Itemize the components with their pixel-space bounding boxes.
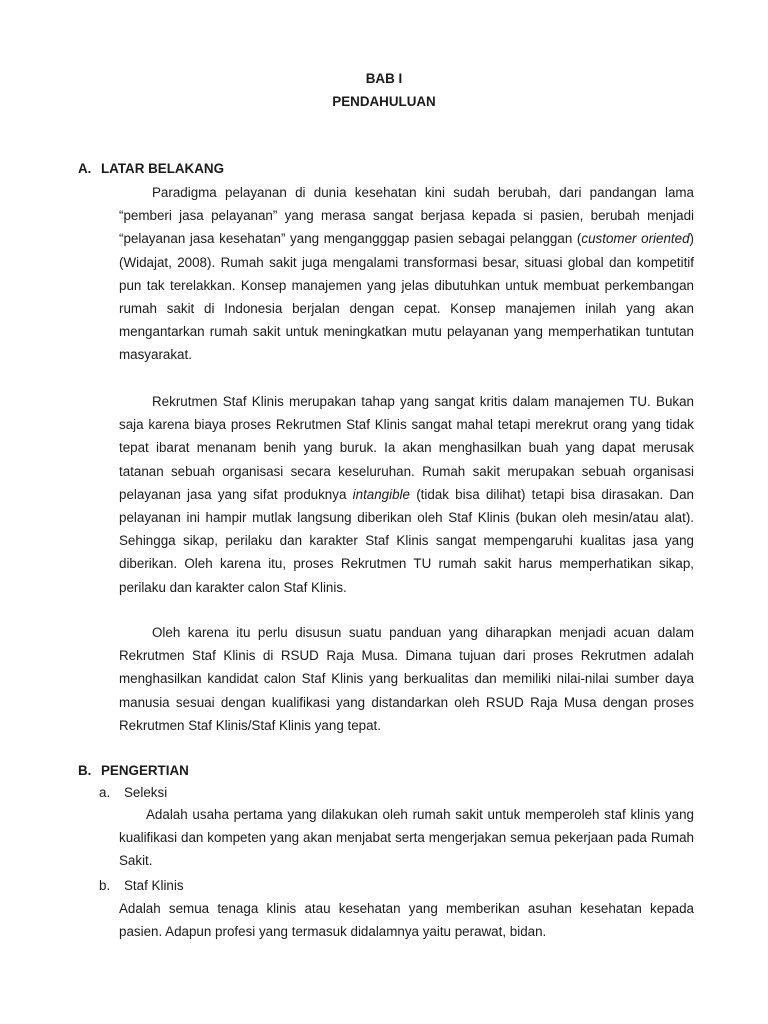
latar-belakang-paragraph-3: Oleh karena itu perlu disusun suatu panduan yang diharapkan menjadi acuan dalam Rekrutmen Staf Klinis di RSUD Raja Musa. Dimana tujuan dari proses Rekrutmen adalah menghasilkan kandidat calon Staf Klinis yang berkualitas dan memiliki nilai-nilai sumber daya manusia sesuai dengan kualifikasi yang distandarkan oleh RSUD Raja Musa dengan proses Rekrutmen Staf Klinis/Staf Klinis yang tepat. — [119, 625, 694, 733]
section-a-letter: A. — [78, 161, 92, 176]
latar-belakang-paragraph-2 — [119, 390, 694, 599]
section-b-title: PENGERTIAN — [101, 763, 189, 778]
item-letter: b. — [99, 878, 111, 893]
chapter-title: PENDAHULUAN — [332, 94, 436, 109]
definition-term-seleksi — [99, 785, 167, 801]
paragraph-text: Paradigma pelayanan di dunia kesehatan kini sudah berubah, dari pandangan lama “pemberi jasa pelayanan” yang merasa sangat berjasa kepada si pasien, berubah menjadi “pelayanan jasa kesehatan” yang mengangggap pasien sebagai pelanggan ( — [119, 185, 694, 247]
paragraph-text: (tidak bisa dilihat) tetapi bisa dirasakan. Dan pelayanan ini hampir mutlak langsung diberikan oleh Staf Klinis (bukan oleh mesin/atau alat). Sehingga sikap, perilaku dan karakter Staf Klinis sangat mempengaruhi kualitas jasa yang diberikan. Oleh karena itu, proses Rekrutmen TU rumah sakit harus memperhatikan sikap, perilaku dan karakter calon Staf Klinis. — [119, 486, 694, 595]
definition-staf-klinis: Adalah semua tenaga klinis atau kesehatan yang memberikan asuhan kesehatan kepada pasien. Adapun profesi yang termasuk didalamnya yaitu perawat, bidan. — [119, 901, 694, 940]
paragraph-text: Rekrutmen Staf Klinis merupakan tahap yang sangat kritis dalam manajemen TU. Bukan saja karena biaya proses Rekrutmen Staf Klinis sangat mahal tetapi merekrut orang yang tidak tepat ibarat menanam benih yang buruk. Ia akan menghasilkan buah yang dapat merusak tatanan sebuah organisasi secara keseluruhan. Rumah sakit merupakan sebuah organisasi pelayanan jasa yang sifat produknya — [119, 394, 694, 502]
italic-term: customer oriented — [581, 231, 690, 247]
section-a-title: LATAR BELAKANG — [101, 161, 224, 176]
item-letter: a. — [99, 785, 111, 800]
item-term: Seleksi — [124, 785, 168, 800]
latar-belakang-paragraph-1 — [119, 181, 694, 367]
chapter-label: BAB I — [365, 71, 403, 86]
section-b-letter: B. — [78, 763, 92, 778]
section-a-heading — [78, 161, 224, 177]
item-term: Staf Klinis — [124, 878, 184, 893]
definition-seleksi: Adalah usaha pertama yang dilakukan oleh rumah sakit untuk memperoleh staf klinis yang kualifikasi dan kompeten yang akan menjabat serta mengerjakan semua pekerjaan pada Rumah Sakit. — [119, 807, 694, 869]
section-b-heading — [78, 763, 189, 779]
definition-term-staf-klinis — [99, 878, 184, 894]
italic-term: intangible — [352, 486, 410, 502]
paragraph-text: ) (Widajat, 2008). Rumah sakit juga mengalami transformasi besar, situasi global dan kompetitif pun tak terelakkan. Konsep manajemen yang jelas dibutuhkan untuk membuat perkembangan rumah sakit di Indonesia berjalan dengan cepat. Konsep manajemen inilah yang akan mengantarkan rumah sakit untuk meningkatkan mutu pelayanan yang memperhatikan tuntutan masyarakat. — [119, 231, 694, 363]
